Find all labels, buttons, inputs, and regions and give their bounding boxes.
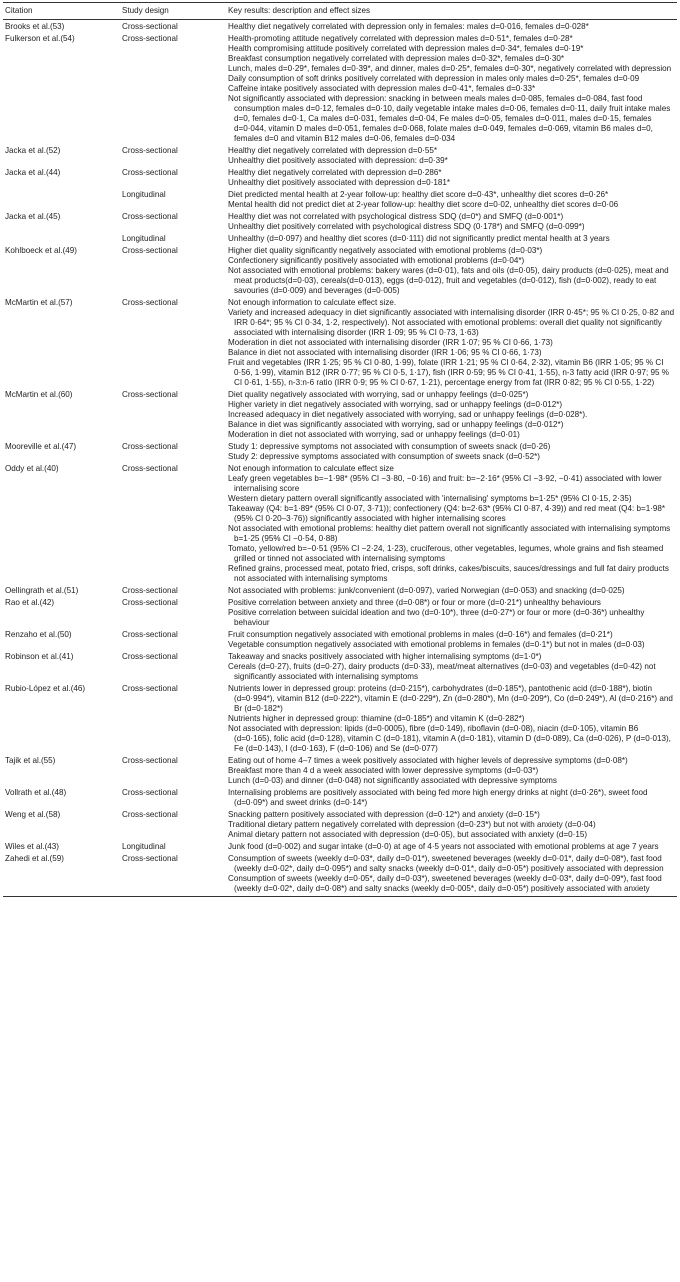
result-line: Confectionery significantly positively associated with emotional problems (d=0·04*)	[228, 256, 525, 265]
result-line: Positive correlation between anxiety and three (d=0·08*) or four or more (d=0·21*) unhealthy behaviours	[228, 598, 601, 607]
study-design-cell: Cross-sectional	[122, 246, 178, 255]
key-results-cell	[226, 650, 677, 682]
result-line: Balance in diet not associated with internalising disorder (IRR 1·06; 95 % CI 0·66, 1·73)	[228, 348, 542, 357]
table-row	[3, 188, 677, 210]
table-row	[3, 296, 677, 388]
key-results-cell	[226, 144, 677, 166]
result-line: Refined grains, processed meat, potato fried, crisps, soft drinks, cakes/biscuits, sauces/dressings and full fat dairy products not associated with internalising symptoms	[228, 564, 669, 583]
table-row	[3, 166, 677, 188]
result-line: Caffeine intake positively associated with depression males d=0·41*, females d=0·33*	[228, 84, 536, 93]
result-line: Diet quality negatively associated with worrying, sad or unhappy feelings (d=0·025*)	[228, 390, 529, 399]
result-line: Fruit and vegetables (IRR 1·25; 95 % CI 0·80, 1·99), folate (IRR 1·21; 95 % CI 0·64, 2·32), vitamin B6 (IRR 1·05; 95 % CI 0·56, 1·99), vitamin B12 (IRR 0·77; 95 % CI 0·5, 1·17), fish (IRR 0·59; 95 % CI 0·41, 1·55), n-3 fatty acid (IRR 0·97; 95 % CI 0·61, 1·55), n-3:n-6 ratio (IRR 0·9; 95 % CI 0·67, 1·21), percentage energy from fat (IRR 0·82; 95 % CI 0·55, 1·22)	[228, 358, 669, 387]
study-design-cell: Longitudinal	[122, 234, 166, 243]
key-results-cell	[226, 166, 677, 188]
key-results-cell	[226, 584, 677, 596]
table-row	[3, 808, 677, 840]
results-table	[3, 2, 677, 897]
key-results-cell	[226, 840, 677, 852]
result-line: Nutrients lower in depressed group: proteins (d=0·215*), carbohydrates (d=0·185*), pantothenic acid (d=0·188*), biotin (d=0·994*), vitamin B12 (d=0·222*), vitamin E (d=0·229*), Zn (d=0·280*), Mn (d=0·209*), Co (d=0·249*), Al (d=0·216*) and Br (d=0·182*)	[228, 684, 673, 713]
result-line: Unhealthy diet positively correlated with psychological distress SDQ (0·178*) and SMFQ (d=0·099*)	[228, 222, 585, 231]
citation-cell: Jacka et al.(45)	[5, 212, 61, 221]
header-key-results: Key results: description and effect sizes	[226, 3, 677, 20]
result-line: Traditional dietary pattern negatively correlated with depression (d=0·23*) but not with anxiety (d=0·04)	[228, 820, 596, 829]
table-row	[3, 210, 677, 232]
result-line: Higher diet quality significantly negatively associated with emotional problems (d=0·03*)	[228, 246, 543, 255]
table-row	[3, 462, 677, 584]
result-line: Consumption of sweets (weekly d=0·03*, daily d=0·01*), sweetened beverages (weekly d=0·01*, daily d=0·08*), fast food (weekly d=0·02*, daily d=0·095*) and salty snacks (weekly d=0·01*, daily d=0·05*) positively associated with depression	[228, 854, 664, 873]
result-line: Not enough information to calculate effect size	[228, 464, 394, 473]
table-row	[3, 840, 677, 852]
header-study-design: Study design	[120, 3, 226, 20]
citation-cell: Rao et al.(42)	[5, 598, 55, 607]
study-design-cell: Cross-sectional	[122, 390, 178, 399]
table-row	[3, 32, 677, 144]
table-row	[3, 852, 677, 897]
result-line: Internalising problems are positively associated with being fed more high energy drinks at night (d=0·26*), sweet food (d=0·09*) and sweet drinks (d=0·14*)	[228, 788, 648, 807]
result-line: Study 1: depressive symptoms not associated with consumption of sweets snack (d=0·26)	[228, 442, 551, 451]
study-design-cell: Cross-sectional	[122, 464, 178, 473]
study-design-cell: Cross-sectional	[122, 168, 178, 177]
citation-cell: Renzaho et al.(50)	[5, 630, 72, 639]
header-row	[3, 3, 677, 20]
key-results-cell	[226, 32, 677, 144]
citation-cell: Weng et al.(58)	[5, 810, 61, 819]
key-results-cell	[226, 388, 677, 440]
result-line: Consumption of sweets (weekly d=0·05*, daily d=0·03*), sweetened beverages (weekly d=0·03*, daily d=0·09*), fast food (weekly d=0·02*, daily d=0·08*) and salty snacks (weekly d=0·005*, daily d=0·05*) positively associated with anxiety	[228, 874, 662, 893]
result-line: Unhealthy diet positively associated with depression d=0·181*	[228, 178, 451, 187]
study-design-cell: Cross-sectional	[122, 442, 178, 451]
study-design-cell: Cross-sectional	[122, 810, 178, 819]
study-design-cell: Cross-sectional	[122, 34, 178, 43]
study-design-cell: Cross-sectional	[122, 788, 178, 797]
citation-cell: Mooreville et al.(47)	[5, 442, 77, 451]
study-design-cell: Cross-sectional	[122, 146, 178, 155]
table-row	[3, 628, 677, 650]
result-line: Study 2: depressive symptoms associated with consumption of sweets snack (d=0·52*)	[228, 452, 540, 461]
result-line: Not associated with emotional problems: healthy diet pattern overall not significantly associated with internalising symptoms b=1·25 (95% CI −0·54, 0·88)	[228, 524, 671, 543]
result-line: Western dietary pattern overall significantly associated with 'internalising' symptoms b=1·25* (95% CI 0·15, 2·35)	[228, 494, 632, 503]
result-line: Healthy diet negatively correlated with depression d=0·55*	[228, 146, 437, 155]
study-design-cell: Cross-sectional	[122, 22, 178, 31]
study-design-cell: Cross-sectional	[122, 298, 178, 307]
result-line: Takeaway and snacks positively associated with higher internalising symptoms (d=1·0*)	[228, 652, 542, 661]
key-results-cell	[226, 188, 677, 210]
result-line: Variety and increased adequacy in diet significantly associated with internalising disorder (IRR 0·45*; 95 % CI 0·25, 0·82 and IRR 0·64*; 95 % CI 0·34, 1·2, respectively). Not associated with emotional problems: overall diet quality not significantly associated with internalising disorder (IRR 1·09; 95 % CI 0·73, 1·63)	[228, 308, 675, 337]
table-row	[3, 596, 677, 628]
table-row	[3, 20, 677, 33]
result-line: Tomato, yellow/red b=−0·51 (95% CI −2·24, 1·23), cruciferous, other vegetables, legumes, whole grains and fish steamed grilled or tinned not associated with internalising symptoms	[228, 544, 664, 563]
result-line: Healthy diet negatively correlated with depression d=0·286*	[228, 168, 442, 177]
result-line: Lunch (d=0·03) and dinner (d=0·048) not significantly associated with depressive symptoms	[228, 776, 557, 785]
key-results-cell	[226, 754, 677, 786]
result-line: Lunch, males d=0·29*, females d=0·39*, and dinner, males d=0·25*, females d=0·30*, negatively correlated with depression	[228, 64, 672, 73]
study-design-cell: Cross-sectional	[122, 212, 178, 221]
table-row	[3, 388, 677, 440]
result-line: Breakfast more than 4 d a week associated with lower depressive symptoms (d=0·03*)	[228, 766, 539, 775]
result-line: Fruit consumption negatively associated with emotional problems in males (d=0·16*) and females (d=0·21*)	[228, 630, 613, 639]
citation-cell: Brooks et al.(53)	[5, 22, 65, 31]
table-row	[3, 244, 677, 296]
citation-cell: Robinson et al.(41)	[5, 652, 74, 661]
citation-cell: McMartin et al.(57)	[5, 298, 73, 307]
key-results-cell	[226, 232, 677, 244]
citation-cell: Zahedi et al.(59)	[3, 852, 120, 897]
result-line: Vegetable consumption negatively associated with emotional problems in females (d=0·1*) but not in males (d=0·03)	[228, 640, 645, 649]
result-line: Balance in diet was significantly associated with worrying, sad or unhappy feelings (d=0·012*)	[228, 420, 564, 429]
table-row	[3, 682, 677, 754]
table-row	[3, 440, 677, 462]
study-design-cell: Cross-sectional	[122, 598, 178, 607]
result-line: Moderation in diet not associated with internalising disorder (IRR 1·07; 95 % CI 0·66, 1·73)	[228, 338, 553, 347]
table-body	[3, 20, 677, 897]
result-line: Snacking pattern positively associated with depression (d=0·12*) and anxiety (d=0·15*)	[228, 810, 540, 819]
study-design-cell: Cross-sectional	[120, 852, 226, 897]
study-design-cell: Longitudinal	[122, 190, 166, 199]
result-line: Nutrients higher in depressed group: thiamine (d=0·185*) and vitamin K (d=0·282*)	[228, 714, 525, 723]
study-design-cell: Cross-sectional	[122, 630, 178, 639]
study-design-cell: Cross-sectional	[122, 756, 178, 765]
result-line: Health-promoting attitude negatively correlated with depression males d=0·51*, females d=0·28*	[228, 34, 573, 43]
result-line: Not associated with emotional problems: bakery wares (d=0·01), fats and oils (d=0·05), dairy products (d=0·025), meat and meat products(d=0·03), cereals(d=0·013), eggs (d=0·012), fruit and vegetables (d=0·012), fish (d=0·002), ready to eat savouries (d=0·009) and beverages (d=0·005)	[228, 266, 669, 295]
citation-cell: Oellingrath et al.(51)	[5, 586, 79, 595]
header-citation: Citation	[3, 3, 120, 20]
key-results-cell	[226, 852, 677, 897]
citation-cell: McMartin et al.(60)	[5, 390, 73, 399]
key-results-cell	[226, 210, 677, 232]
key-results-cell	[226, 682, 677, 754]
result-line: Cereals (d=0·27), fruits (d=0·27), dairy products (d=0·33), meat/meat alternatives (d=0·03) and vegetables (d=0·42) not significantly associated with internalising symptoms	[228, 662, 656, 681]
result-line: Higher variety in diet negatively associated with worrying, sad or unhappy feelings (d=0·012*)	[228, 400, 563, 409]
key-results-cell	[226, 808, 677, 840]
study-design-cell: Cross-sectional	[122, 652, 178, 661]
citation-cell: Kohlboeck et al.(49)	[5, 246, 77, 255]
result-line: Not significantly associated with depression: snacking in between meals males d=0·085, females d=0·084, fast food consumption males d=0·12, females d=0·10, daily vegetable intake males d=0·06, females d=0·11, daily fruit intake males d=0, females d=0·1, Ca males d=0·031, females d=0·04, Fe males d=0·05, females d=0·011, males d=0·15, females d=0·044, vitamin D males d=0·051, females d=0·068, folate males d=0·049, females d=0·069, vitamin B6 males d=0, females d=0 and vitamin B12 males d=0·06, females d=0·034	[228, 94, 671, 143]
table-row	[3, 786, 677, 808]
result-line: Animal dietary pattern not associated with depression (d=0·05), but associated with anxiety (d=0·15)	[228, 830, 588, 839]
citation-cell: Wiles et al.(43)	[5, 842, 59, 851]
result-line: Healthy diet was not correlated with psychological distress SDQ (d=0*) and SMFQ (d=0·001*)	[228, 212, 564, 221]
table-row	[3, 232, 677, 244]
key-results-cell	[226, 628, 677, 650]
study-design-cell: Longitudinal	[122, 842, 166, 851]
result-line: Positive correlation between suicidal ideation and two (d=0·10*), three (d=0·27*) or four or more (d=0·36*) unhealthy behaviour	[228, 608, 645, 627]
key-results-cell	[226, 296, 677, 388]
citation-cell: Jacka et al.(52)	[5, 146, 61, 155]
result-line: Increased adequacy in diet negatively associated with worrying, sad or unhappy feelings (d=0·028*).	[228, 410, 588, 419]
result-line: Diet predicted mental health at 2-year follow-up: healthy diet score d=0·43*, unhealthy diet scores d=0·26*	[228, 190, 609, 199]
study-design-cell: Cross-sectional	[122, 586, 178, 595]
table-row	[3, 650, 677, 682]
result-line: Junk food (d=0·002) and sugar intake (d=0·0) at age of 4·5 years not associated with emotional problems at age 7 years	[228, 842, 659, 851]
key-results-cell	[226, 596, 677, 628]
citation-cell: Tajik et al.(55)	[5, 756, 56, 765]
result-line: Leafy green vegetables b=−1·98* (95% CI −3·80, −0·16) and fruit: b=−2·16* (95% CI −3·92, −0·41) associated with lower internalising score	[228, 474, 662, 493]
result-line: Mental health did not predict diet at 2-year follow-up: healthy diet score d=0·02, unhealthy diet scores d=0·06	[228, 200, 619, 209]
key-results-cell	[226, 244, 677, 296]
key-results-cell	[226, 462, 677, 584]
citation-cell: Vollrath et al.(48)	[5, 788, 67, 797]
result-line: Healthy diet negatively correlated with depression only in females: males d=0·016, females d=0·028*	[228, 22, 589, 31]
result-line: Takeaway (Q4: b=1·89* (95% CI 0·07, 3·71)); confectionery (Q4: b=2·63* (95% CI 0·87, 4·39)) and red meat (Q4: b=1·98* (95% CI 0·20–3·76)) significantly associated with higher internalising scores	[228, 504, 666, 523]
citation-cell	[3, 232, 120, 244]
table-row	[3, 754, 677, 786]
result-line: Eating out of home 4–7 times a week positively associated with higher levels of depressive symptoms (d=0·08*)	[228, 756, 628, 765]
result-line: Moderation in diet not associated with worrying, sad or unhappy feelings (d=0·01)	[228, 430, 520, 439]
result-line: Breakfast consumption negatively correlated with depression males d=0·32*, females d=0·30*	[228, 54, 565, 63]
citation-cell: Jacka et al.(44)	[5, 168, 61, 177]
study-design-cell: Cross-sectional	[122, 684, 178, 693]
citation-cell	[3, 188, 120, 210]
result-line: Not associated with problems: junk/convenient (d=0·097), varied Norwegian (d=0·053) and snacking (d=0·025)	[228, 586, 625, 595]
citation-cell: Rubio-López et al.(46)	[5, 684, 86, 693]
key-results-cell	[226, 440, 677, 462]
key-results-cell	[226, 786, 677, 808]
result-line: Daily consumption of soft drinks positively correlated with depression in males only males d=0·25*, females d=0·09	[228, 74, 640, 83]
citation-cell: Fulkerson et al.(54)	[5, 34, 75, 43]
key-results-cell	[226, 20, 677, 33]
result-line: Unhealthy diet positively associated with depression: d=0·39*	[228, 156, 448, 165]
result-line: Unhealthy (d=0·097) and healthy diet scores (d=0·111) did not significantly predict mental health at 3 years	[228, 234, 610, 243]
result-line: Not associated with depression: lipids (d=0·0005), fibre (d=0·149), riboflavin (d=0·08), niacin (d=0·105), vitamin B6 (d=0·165), folic acid (d=0·128), vitamin C (d=0·181), vitamin A (d=0·181), vitamin D (d=0·089), Ca (d=0·026), P (d=0·013), Fe (d=0·143), I (d=0·163), F (d=0·106) and Se (d=0·077)	[228, 724, 671, 753]
table-row	[3, 144, 677, 166]
citation-cell: Oddy et al.(40)	[5, 464, 59, 473]
table-row	[3, 584, 677, 596]
result-line: Health compromising attitude positively correlated with depression males d=0·34*, females d=0·19*	[228, 44, 584, 53]
result-line: Not enough information to calculate effect size.	[228, 298, 397, 307]
